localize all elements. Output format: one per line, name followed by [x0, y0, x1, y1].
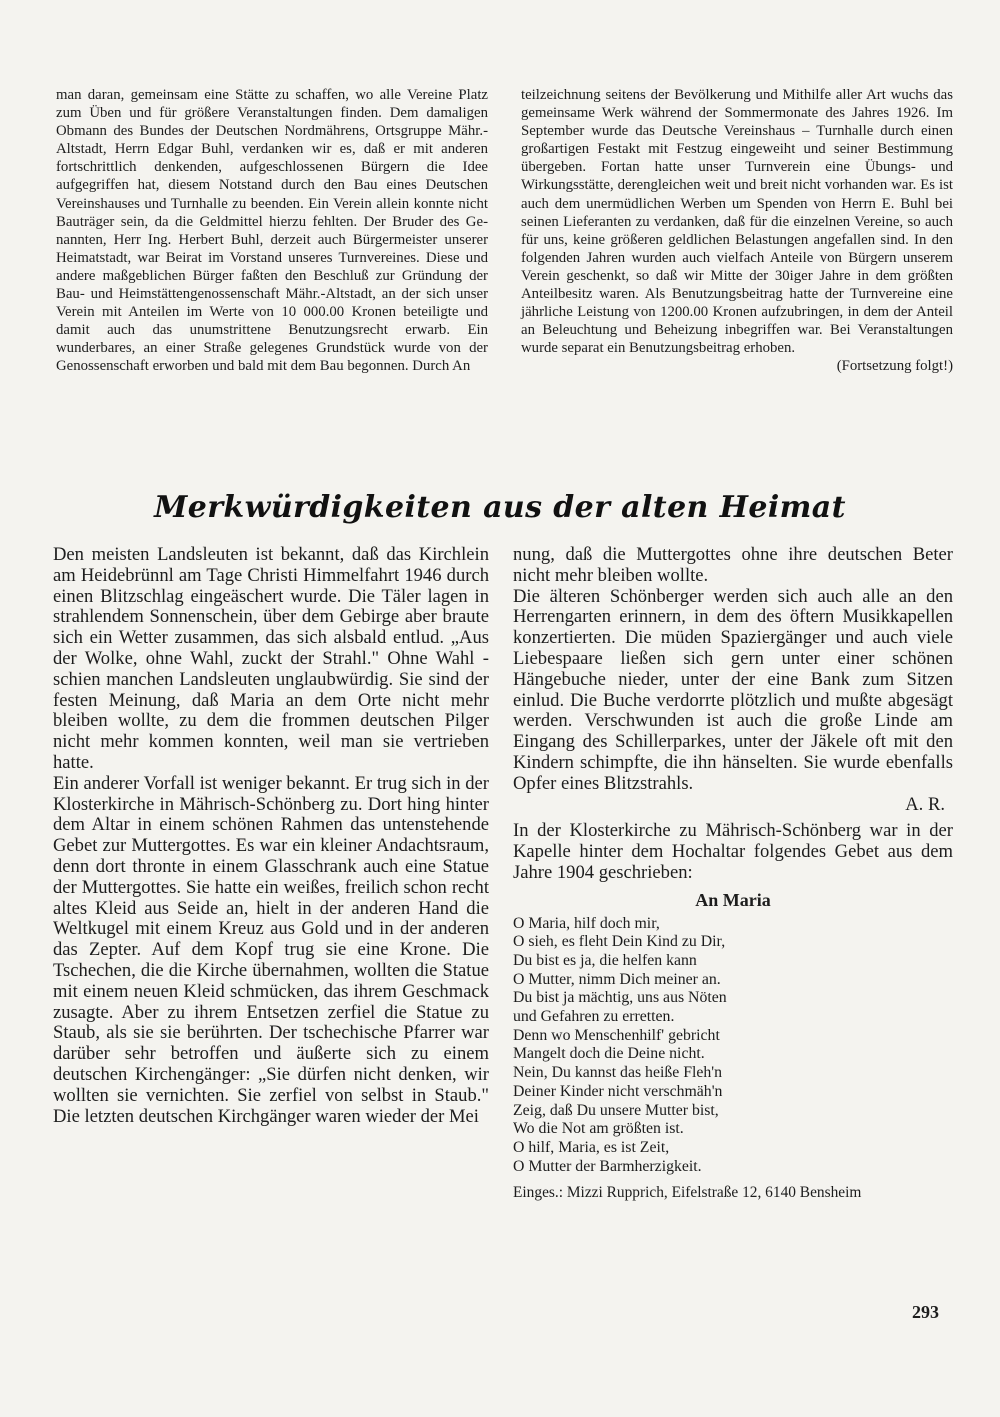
article-left-column	[53, 545, 489, 1127]
article-paragraph-2: Ein anderer Vorfall ist weniger bekannt. Er trug sich in der Klosterkirche in Mährisch-Schönberg zu. Dort hing hinter dem Altar in einem schönen Rahmen das untenstehende Gebet zur Muttergottes. Es war ein kleiner Andachtsraum, denn dort thronte in einem Glasschrank auch eine Statue der Muttergottes. Sie hatte ein weißes, freilich schon recht altes Kleid aus Seide an, hielt in der anderen Hand die Weltkugel mit einem Kreuz aus Gold und in der anderen das Zepter. Auf dem Kopf trug sie eine Krone. Die Tschechen, die die Kirche übernahmen, wollten die Statue mit einem neuen Kleid schmücken, das ihrem Geschmack zusagte. Aber zu ihrem Entsetzen zerfiel die Statue zu Staub, als sie sie berührten. Der tschechische Pfarrer war darüber sehr betroffen und äußerte sich zu einem deutschen Kirchengänger: „Sie dürfen nicht denken, wir wollten sie vernichten. Sie zerfiel von selbst in Staub." Die letzten deutschen Kirchgänger waren wieder der Mei	[53, 772, 489, 1127]
poem-line: O Mutter der Barmherzigkeit.	[513, 1157, 702, 1175]
article-title: Merkwürdigkeiten aus der alten Heimat	[154, 490, 846, 525]
article-paragraph-1: Den meisten Landsleuten ist bekannt, daß das Kirchlein am Heidebrünnl am Tage Christi Himmelfahrt 1946 durch einen Blitzschlag eingeäschert wurde. Die Täler lagen in strahlendem Sonnenschein, über dem Gebirge aber braute sich ein Wetter zusammen, das sich alsbald entlud. „Aus der Wolke, ohne Wahl, zuckt der Strahl." Ohne Wahl - schien manchen Landsleuten unglaubwürdig. Sie sind der festen Meinung, daß Maria an dem Orte nicht mehr bleiben wollte, zu dem die frommen deutschen Pilger nicht mehr kommen konnten, weil man sie vertrieben hatte.	[53, 544, 489, 773]
top-article-right-text: teilzeichnung seitens der Bevölkerung und Mithilfe aller Art wuchs das gemeinsame Werk während der Sommermonate des Jahres 1926. Im September wurde das Deutsche Vereinshaus – Turnhalle durch einen großartigen Festakt mit Festzug eingeweiht und seiner Bestimmung übergeben. Fortan hatte unser Turnverein eine Übungs- und Wirkungsstätte, derengleichen weit und breit nicht vorhanden war. Es ist auch dem unermüdlichen Werben um Spenden von Herrn E. Buhl bei seinen Lieferanten zu verdanken, daß für die einzelnen Vereine, so auch für uns, keine größeren geldlichen Belastungen angefallen sind. In den folgenden Jahren wurden auch vielfach Anteile von Bürgern unserem Verein geschenkt, so daß wir Mitte der 30iger Jahre in dem größten Anteilbesitz waren. Als Benutzungsbeitrag hatte der Turnvereine eine jährliche Leistung von 1200.00 Kronen aufzubringen, in dem der Anteil an Beleuchtung und Beheizung inbegriffen war. Bei Veranstaltungen wurde separat ein Benutzungsbeitrag erhoben.	[521, 87, 953, 357]
author-signature: A. R.	[905, 793, 945, 815]
poem-line: O Mutter, nimm Dich meiner an.	[513, 970, 721, 988]
prayer-intro: In der Klosterkirche zu Mährisch-Schönberg war in der Kapelle hinter dem Hochaltar folgendes Gebet aus dem Jahre 1904 geschrieben:	[513, 820, 953, 883]
poem-line: Nein, Du kannst das heiße Fleh'n	[513, 1064, 723, 1082]
top-article-right-column	[521, 86, 953, 376]
poem-line: Du bist ja mächtig, uns aus Nöten	[513, 989, 727, 1007]
article-paragraph-4: Die älteren Schönberger werden sich auch alle an den Herrengarten erinnern, in dem des öftern Musikkapellen konzertierten. Die müden Spaziergänger und auch viele Liebespaare ließen sich gern unter einer schönen Hängebuche nieder, unter der eine Bank zum Sitzen einlud. Die Buche verdorrte plötzlich und mußte abgesägt werden. Verschwunden ist auch die große Linde am Eingang des Schillerparkes, unter der Jäkele oft mit den Kindern schimpfte, die ihn hänselten. Sie wurde ebenfalls Opfer eines Blitzstrahls.	[513, 585, 953, 794]
poem-title: An Maria	[695, 889, 771, 910]
continuation-note: (Fortsetzung folgt!)	[836, 358, 953, 375]
submitted-by: Einges.: Mizzi Rupprich, Eifelstraße 12, 6140 Bensheim	[513, 1184, 862, 1202]
top-article-left-column	[56, 86, 488, 376]
poem-line: Zeig, daß Du unsere Mutter bist,	[513, 1101, 719, 1119]
poem-line: O Maria, hilf doch mir,	[513, 914, 660, 932]
poem-line: O hilf, Maria, es ist Zeit,	[513, 1138, 670, 1156]
article-paragraph-3: nung, daß die Muttergottes ohne ihre deutschen Beter nicht mehr bleiben wollte.	[513, 544, 953, 586]
poem-line: Mangelt doch die Deine nicht.	[513, 1045, 705, 1063]
poem-line: Deiner Kinder nicht verschmäh'n	[513, 1082, 723, 1100]
article-right-column	[513, 545, 953, 1203]
poem-line: Du bist es ja, die helfen kann	[513, 951, 697, 969]
poem-line: und Gefahren zu erretten.	[513, 1008, 675, 1026]
page-number: 293	[912, 1302, 939, 1322]
poem	[513, 915, 953, 1177]
poem-line: O sieh, es fleht Dein Kind zu Dir,	[513, 933, 726, 951]
top-article-left-text: man daran, gemeinsam eine Stätte zu schaffen, wo alle Vereine Platz zum Üben und für größere Veranstaltungen finden. Dem damaligen Obmann des Bundes der Deutschen Nordmährens, Ortsgruppe Mähr.-Altstadt, Herrn Edgar Buhl, verdanken wir es, daß er mit anderen fortschrittlich denkenden, aufgeschlossenen Bürgern die Idee aufgegriffen hat, diesem Notstand durch den Bau eines Deutschen Vereinshauses und Turnhalle zu beenden. Ein Verein allein konnte nicht Bauträger sein, da die Geldmittel hierzu fehlten. Der Bruder des Genannten, Herr Ing. Herbert Buhl, derzeit auch Bürgermeister unserer Heimatstadt, war Beirat im Vorstand unseres Turnvereines. Diese und andere maßgeblichen Bürger faßten den Beschluß zur Gründung der Bau- und Heimstättengenossenschaft Mähr.-Altstadt, an der sich unser Verein mit Anteilen im Werte von 10 000.00 Kronen beteiligte und damit auch das unumstrittene Benutzungsrecht erwarb. Ein wunderbares, an einer Straße gelegenes Grundstück wurde von der Genossenschaft erworben und bald mit dem Bau begonnen. Durch An	[56, 87, 488, 375]
poem-line: Wo die Not am größten ist.	[513, 1120, 684, 1138]
poem-line: Denn wo Menschenhilf' gebricht	[513, 1026, 720, 1044]
